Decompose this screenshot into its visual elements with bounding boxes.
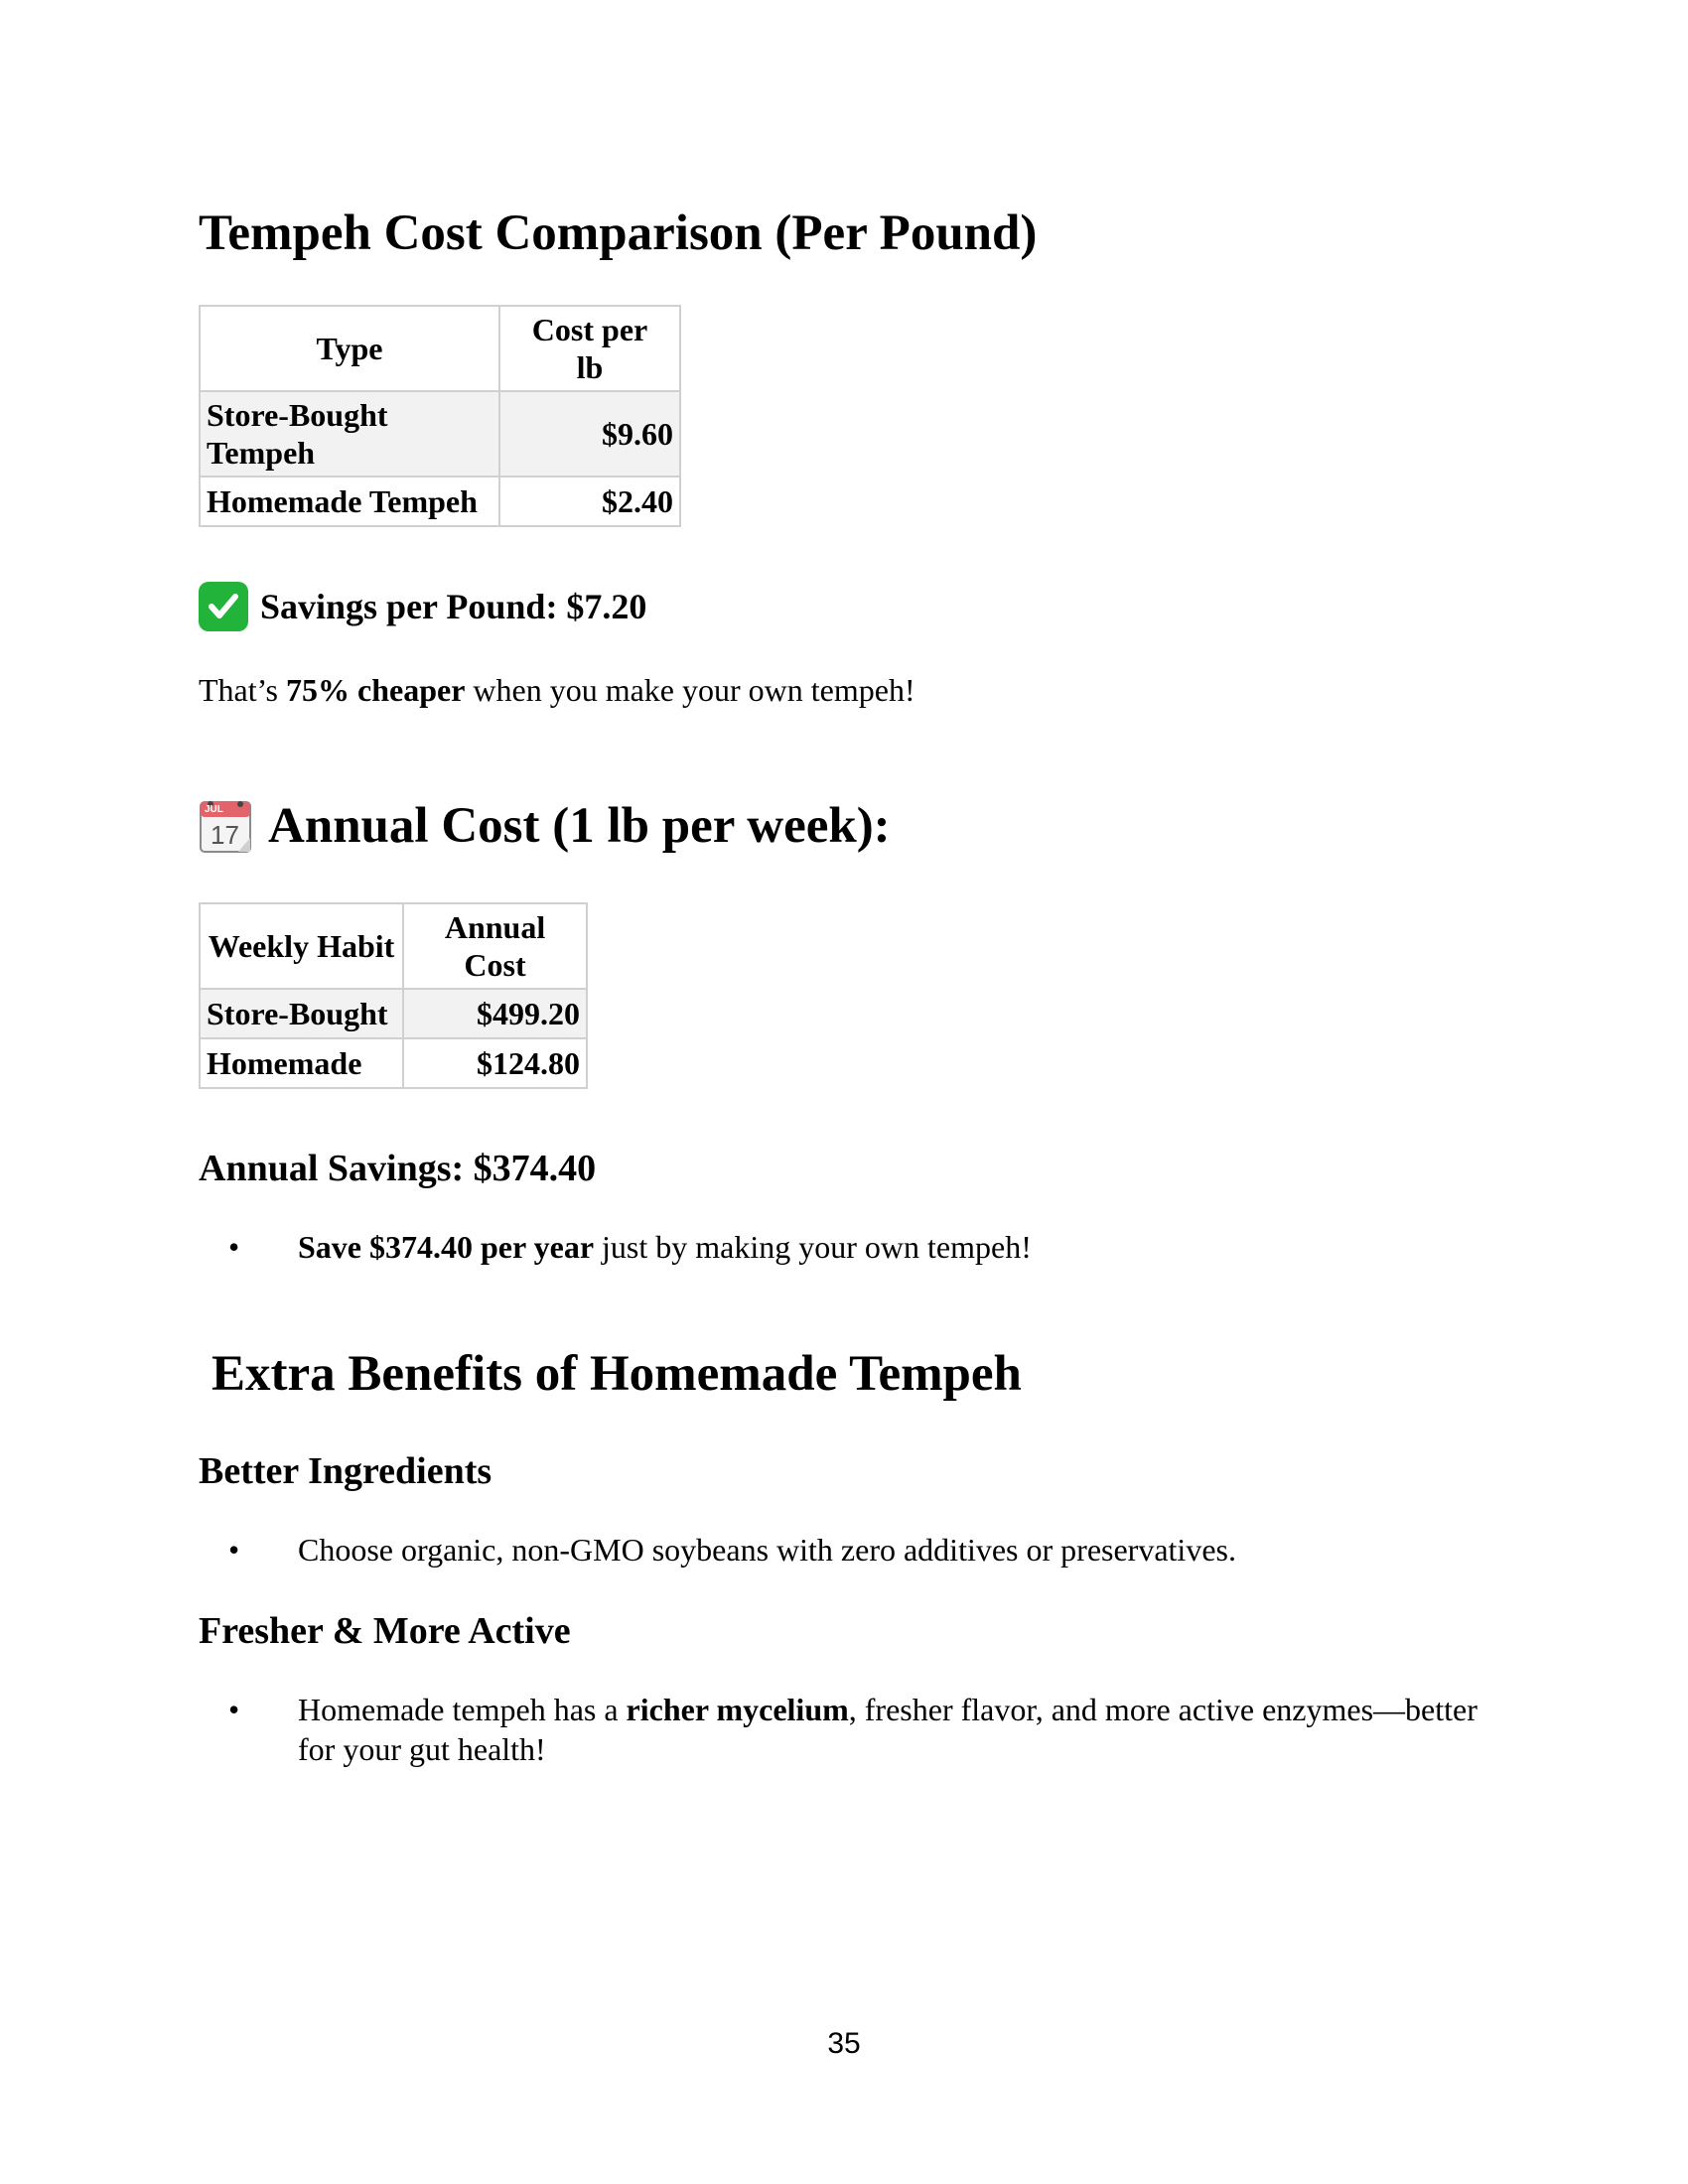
text-run: Homemade tempeh has a [298, 1692, 627, 1727]
annual-savings-heading: Annual Savings: $374.40 [199, 1148, 597, 1189]
row-label: Homemade Tempeh [200, 477, 499, 526]
row-value: $2.40 [499, 477, 680, 526]
annual-cost-heading-row [199, 794, 891, 858]
text-run: Choose organic, non-GMO soybeans with zero additives or preservatives. [298, 1532, 1236, 1568]
column-header-cost: Cost per lb [499, 306, 680, 391]
bold-text: 75% cheaper [285, 672, 466, 708]
text-run: , fresher flavor, and more active enzymes—better for your gut health! [298, 1692, 1477, 1767]
better-ingredients-list [199, 1530, 1489, 1570]
table-header-row [200, 903, 587, 989]
savings-paragraph [199, 670, 915, 710]
table-row [200, 989, 587, 1038]
column-header-type: Type [200, 306, 499, 391]
cost-per-pound-table [199, 305, 681, 527]
text-run: when you make your own tempeh! [465, 672, 915, 708]
better-ingredients-heading: Better Ingredients [199, 1450, 492, 1492]
table-row [200, 391, 680, 477]
text-run: just by making your own tempeh! [594, 1229, 1032, 1265]
savings-heading: Savings per Pound: $7.20 [260, 587, 647, 626]
bold-text: richer mycelium [626, 1692, 849, 1727]
annual-savings-list [199, 1227, 1489, 1267]
calendar-day: 17 [211, 820, 239, 850]
list-item [199, 1690, 1489, 1769]
bold-text: Save $374.40 per year [298, 1229, 595, 1265]
table-header-row [200, 306, 680, 391]
bullet: • [228, 1532, 240, 1568]
list-item [199, 1530, 1489, 1570]
savings-heading-row [199, 580, 646, 633]
text-run: That’s [199, 672, 286, 708]
annual-cost-table [199, 902, 588, 1089]
row-value: $9.60 [499, 391, 680, 477]
table-row [200, 477, 680, 526]
bullet: • [228, 1692, 240, 1727]
row-label: Store-Bought Tempeh [200, 391, 499, 477]
column-header-habit: Weekly Habit [200, 903, 403, 989]
row-value: $124.80 [403, 1038, 587, 1088]
check-mark-icon [199, 582, 248, 631]
page-number: 35 [827, 2027, 861, 2060]
annual-cost-heading: Annual Cost (1 lb per week): [268, 798, 891, 854]
row-value: $499.20 [403, 989, 587, 1038]
list-item [199, 1227, 1489, 1267]
table-row [200, 1038, 587, 1088]
calendar-icon [199, 798, 254, 854]
extra-benefits-heading: Extra Benefits of Homemade Tempeh [211, 1346, 1022, 1402]
row-label: Homemade [200, 1038, 403, 1088]
fresher-list [199, 1690, 1489, 1769]
bullet: • [228, 1229, 240, 1265]
fresher-heading: Fresher & More Active [199, 1610, 571, 1652]
row-label: Store-Bought [200, 989, 403, 1038]
column-header-annual: Annual Cost [403, 903, 587, 989]
calendar-month: JUL [205, 804, 223, 815]
page-title: Tempeh Cost Comparison (Per Pound) [199, 205, 1038, 261]
